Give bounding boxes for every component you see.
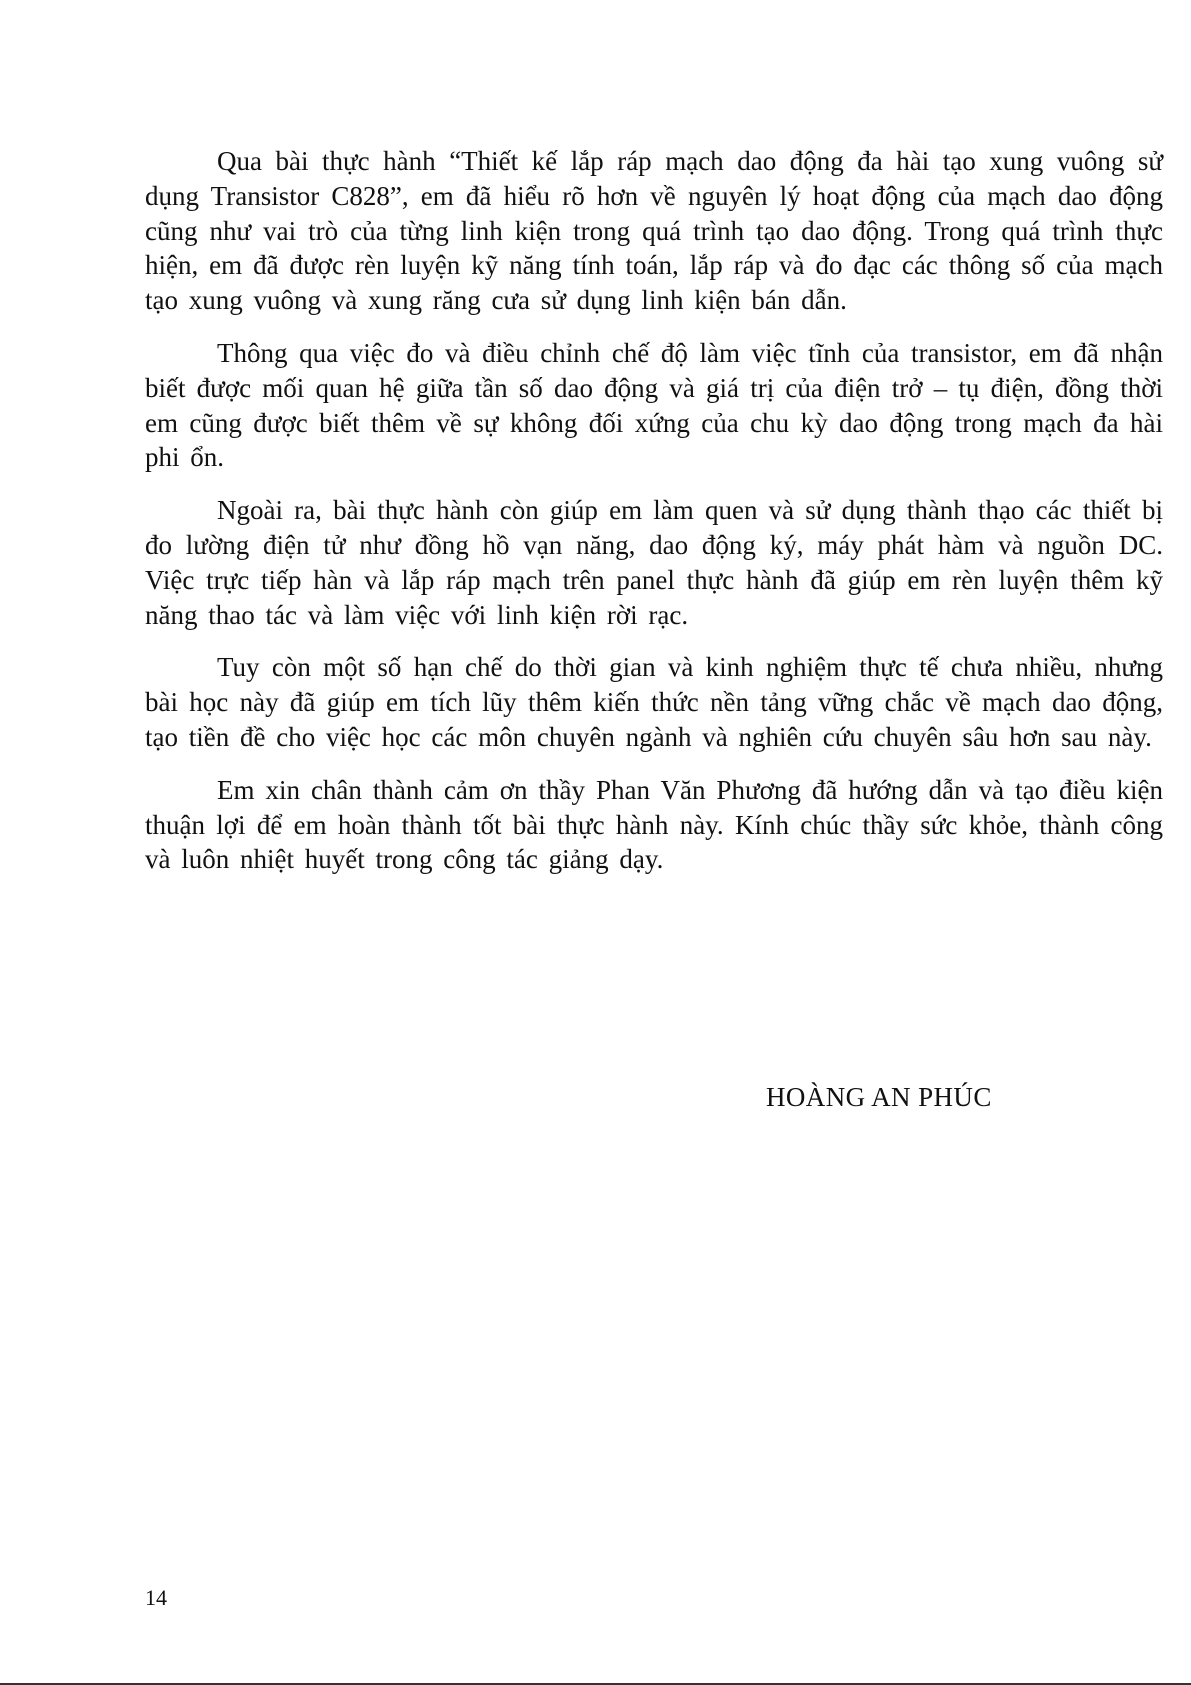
paragraph-2: Thông qua việc đo và điều chỉnh chế độ làm việc tĩnh của transistor, em đã nhận biết được mối quan hệ giữa tần số dao động và giá trị của điện trở – tụ điện, đồng thời em cũng được biết thêm về sự không đối xứng của chu kỳ dao động trong mạch đa hài phi ổn.: [145, 337, 1163, 473]
paragraph-3: Ngoài ra, bài thực hành còn giúp em làm quen và sử dụng thành thạo các thiết bị đo lường điện tử như đồng hồ vạn năng, dao động ký, máy phát hàm và nguồn DC. Việc trực tiếp hàn và lắp ráp mạch trên panel thực hành đã giúp em rèn luyện thêm kỹ năng thao tác và làm việc với linh kiện rời rạc.: [145, 495, 1163, 630]
paragraph-5: Em xin chân thành cảm ơn thầy Phan Văn Phương đã hướng dẫn và tạo điều kiện thuận lợi để em hoàn thành tốt bài thực hành này. Kính chúc thầy sức khỏe, thành công và luôn nhiệt huyết trong công tác giảng dạy.: [145, 774, 1163, 875]
body-text: [145, 144, 1163, 895]
paragraph-1: Qua bài thực hành “Thiết kế lắp ráp mạch dao động đa hài tạo xung vuông sử dụng Transistor C828”, em đã hiểu rõ hơn về nguyên lý hoạt động của mạch dao động cũng như vai trò của từng linh kiện trong quá trình tạo dao động. Trong quá trình thực hiện, em đã được rèn luyện kỹ năng tính toán, lắp ráp và đo đạc các thông số của mạch tạo xung vuông và xung răng cưa sử dụng linh kiện bán dẫn.: [145, 146, 1163, 316]
page-number: 14: [145, 1585, 167, 1610]
author-signature: HOÀNG AN PHÚC: [766, 1082, 992, 1112]
paragraph-4: Tuy còn một số hạn chế do thời gian và kinh nghiệm thực tế chưa nhiều, nhưng bài học này đã giúp em tích lũy thêm kiến thức nền tảng vững chắc về mạch dao động, tạo tiền đề cho việc học các môn chuyên ngành và nghiên cứu chuyên sâu hơn sau này.: [145, 652, 1163, 752]
